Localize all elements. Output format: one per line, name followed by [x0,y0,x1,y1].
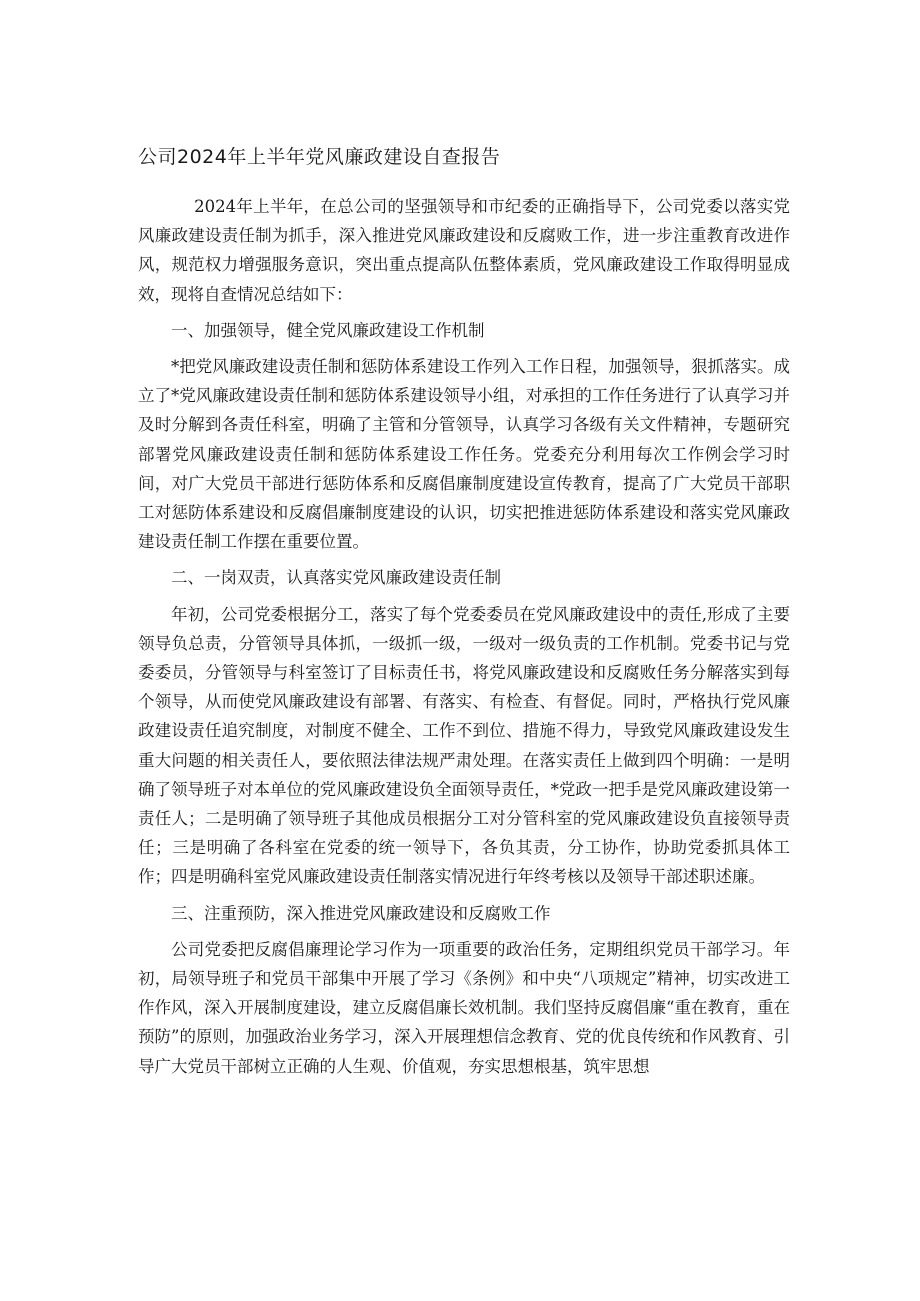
section-3-paragraph: 公司党委把反腐倡廉理论学习作为一项重要的政治任务，定期组织党员干部学习。年初，局领导班子和党员干部集中开展了学习《条例》和中央“八项规定”精神，切实改进工作作风，深入开展制度建设，建立反腐倡廉长效机制。我们坚持反腐倡廉“重在教育，重在预防”的原则，加强政治业务学习，深入开展理想信念教育、党的优良传统和作风教育、引导广大党员干部树立正确的人生观、价值观，夯实思想根基，筑牢思想 [138,939,790,1076]
section-1-paragraph: *把党风廉政建设责任制和惩防体系建设工作列入工作日程，加强领导，狠抓落实。成立了*党风廉政建设责任制和惩防体系建设领导小组，对承担的工作任务进行了认真学习并及时分解到各责任科室，明确了主管和分管领导，认真学习各级有关文件精神，专题研究部署党风廉政建设责任制和惩防体系建设工作任务。党委充分利用每次工作例会学习时间，对广大党员干部进行惩防体系和反腐倡廉制度建设宣传教育，提高了广大党员干部职工对惩防体系建设和反腐倡廉制度建设的认识，切实把推进惩防体系建设和落实党风廉政建设责任制工作摆在重要位置。 [138,357,790,552]
intro-paragraph: 2024年上半年，在总公司的坚强领导和市纪委的正确指导下，公司党委以落实党风廉政建设责任制为抓手，深入推进党风廉政建设和反腐败工作，进一步注重教育改进作风，规范权力增强服务意识，突出重点提高队伍整体素质，党风廉政建设工作取得明显成效，现将自查情况总结如下： [138,197,790,304]
section-2-paragraph: 年初，公司党委根据分工，落实了每个党委委员在党风廉政建设中的责任,形成了主要领导负总责，分管领导具体抓，一级抓一级，一级对一级负责的工作机制。党委书记与党委委员，分管领导与科室签订了目标责任书，将党风廉政建设和反腐败任务分解落实到每个领导，从而使党风廉政建设有部署、有落实、有检查、有督促。同时，严格执行党风廉政建设责任追究制度，对制度不健全、工作不到位、措施不得力，导致党风廉政建设发生重大问题的相关责任人，要依照法律法规严肃处理。在落实责任上做到四个明确：一是明确了领导班子对本单位的党风廉政建设负全面领导责任，*党政一把手是党风廉政建设第一责任人；二是明确了领导班子其他成员根据分工对分管科室的党风廉政建设负直接领导责任；三是明确了各科室在党委的统一领导下，各负其责，分工协作，协助党委抓具体工作；四是明确科室党风廉政建设责任制落实情况进行年终考核以及领导干部述职述廉。 [138,604,790,887]
section-heading-3: 三、注重预防，深入推进党风廉政建设和反腐败工作 [171,903,551,923]
document-body [138,192,790,1088]
document-title: 公司2024年上半年党风廉政建设自查报告 [138,146,501,168]
section-heading-1: 一、加强领导，健全党风廉政建设工作机制 [171,320,485,340]
section-heading-2: 二、一岗双责，认真落实党风廉政建设责任制 [171,568,501,588]
